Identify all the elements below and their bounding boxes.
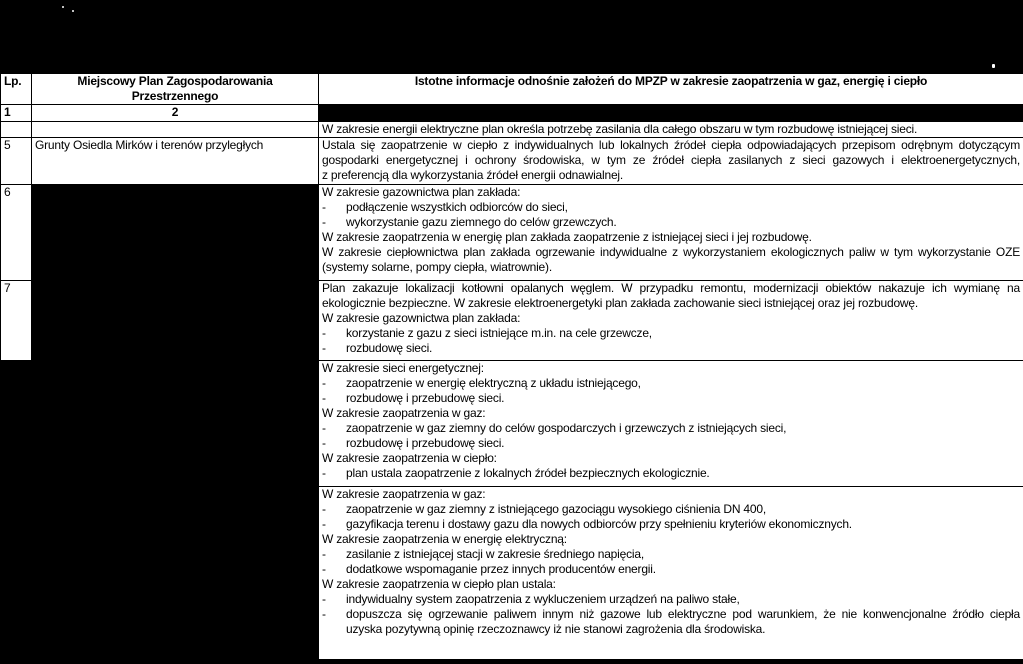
- info-cell: [319, 122, 1023, 138]
- bullet-text: zaopatrzenie w energię elektryczną z układu istniejącego,: [346, 376, 641, 390]
- header-lp: Lp.: [1, 74, 32, 105]
- bullet-dash: -: [322, 562, 326, 576]
- info-line: W zakresie zaopatrzenia w gaz:: [322, 487, 486, 501]
- redacted-top-band: [0, 0, 1023, 73]
- bullet-dash: -: [322, 547, 326, 561]
- bullet-dash: -: [322, 502, 326, 516]
- table-row: [1, 138, 1023, 185]
- plan-cell: Grunty Osiedla Mirków i terenów przyległych: [32, 138, 319, 185]
- bullet-dash: -: [322, 436, 326, 450]
- lp-cell: 5: [1, 138, 32, 185]
- bullet-item-continuation: [322, 622, 1020, 637]
- info-line: Plan zakazuje lokalizacji kotłowni opalanych węglem. W przypadku remontu, modernizacji obiektów nakazuje ich wymianę na: [322, 281, 1020, 295]
- info-line: ekologicznie bezpieczne. W zakresie elektroenergetyki plan zakłada zachowanie sieci istniejącej oraz jej rozbudowę.: [322, 296, 918, 310]
- bullet-item: [322, 341, 1020, 356]
- bullet-dash: -: [322, 341, 326, 355]
- scan-speck: [72, 10, 74, 12]
- redacted-cell: [1, 361, 32, 487]
- table-row: [1, 361, 1023, 487]
- bullet-item: [322, 466, 1020, 481]
- bullet-dash: -: [322, 607, 326, 621]
- redacted-cell: [1, 487, 32, 660]
- scan-speck: [992, 64, 995, 68]
- info-line: W zakresie gazownictwa plan zakłada:: [322, 311, 521, 325]
- table-number-row: [1, 105, 1023, 122]
- bullet-item: [322, 562, 1020, 577]
- info-line: W zakresie zaopatrzenia w ciepło:: [322, 451, 497, 465]
- bullet-text: podłączenie wszystkich odbiorców do sieci,: [346, 200, 568, 214]
- bullet-text: uzyska pozytywną opinię rzeczoznawcy iż nie stanowi zagrożenia dla środowiska.: [346, 622, 766, 636]
- info-line: z preferencją dla wykorzystania źródeł energii odnawialnej.: [322, 168, 624, 182]
- info-line: W zakresie zaopatrzenia w gaz:: [322, 406, 486, 420]
- bullet-item: [322, 391, 1020, 406]
- bullet-text: indywidualny system zaopatrzenia z wykluczeniem urządzeń na paliwo stałe,: [346, 592, 740, 606]
- bullet-dash: -: [322, 326, 326, 340]
- header-info: Istotne informacje odnośnie założeń do MPZP w zakresie zaopatrzenia w gaz, energię i ciepło: [319, 74, 1023, 105]
- info-cell: [319, 487, 1023, 660]
- bullet-dash: -: [322, 466, 326, 480]
- bullet-dash: -: [322, 391, 326, 405]
- scan-speck: [62, 6, 64, 8]
- bullet-text: rozbudowę sieci.: [346, 341, 433, 355]
- bullet-text: rozbudowę i przebudowę sieci.: [346, 391, 505, 405]
- table-row: [1, 281, 1023, 361]
- info-line: W zakresie sieci energetycznej:: [322, 361, 484, 375]
- redacted-cell: [32, 281, 319, 361]
- bullet-item: [322, 200, 1020, 215]
- redacted-cell: [32, 361, 319, 487]
- table-row: [1, 122, 1023, 138]
- info-line: gospodarki energetycznej i ochrony środowiska, w tym ze źródeł ciepła zasilanych z sieci gazowych i elektroenergetycznych,: [322, 153, 1020, 167]
- info-cell: [319, 185, 1023, 281]
- bullet-text: dodatkowe wspomaganie przez innych producentów energii.: [346, 562, 656, 576]
- bullet-item: [322, 607, 1020, 622]
- bullet-item: [322, 326, 1020, 341]
- bullet-item: [322, 592, 1020, 607]
- bullet-text: zaopatrzenie w gaz ziemny do celów gospodarczych i grzewczych z istniejących sieci,: [346, 421, 787, 435]
- bullet-dash: -: [322, 215, 326, 229]
- info-line: W zakresie energii elektryczne plan określa potrzebę zasilania dla całego obszaru w tym rozbudowę istniejącej sieci.: [322, 122, 918, 136]
- lp-cell: [1, 122, 32, 138]
- info-line: Ustala się zaopatrzenie w ciepło z indywidualnych lub lokalnych źródeł ciepła odpowiadających przepisom odrębnym dotyczącym: [322, 138, 1020, 152]
- bullet-dash: -: [322, 421, 326, 435]
- bullet-dash: -: [322, 200, 326, 214]
- table-row: [1, 487, 1023, 660]
- table-header-row: [1, 74, 1023, 105]
- bullet-text: korzystanie z gazu z sieci istniejące m.in. na cele grzewcze,: [346, 326, 652, 340]
- info-cell: [319, 361, 1023, 487]
- info-line: W zakresie zaopatrzenia w ciepło plan ustala:: [322, 577, 556, 591]
- info-cell: [319, 281, 1023, 361]
- lp-cell: 6: [1, 185, 32, 281]
- lp-cell: 7: [1, 281, 32, 361]
- info-cell: [319, 138, 1023, 185]
- header-plan-line1: Miejscowy Plan Zagospodarowania: [77, 74, 273, 88]
- info-line: (systemy solarne, pompy ciepła, wiatrownie).: [322, 260, 552, 274]
- header-num-1: 1: [1, 105, 32, 122]
- bullet-item: [322, 215, 1020, 230]
- header-plan: [32, 74, 319, 105]
- info-line: W zakresie zaopatrzenia w energię elektryczną:: [322, 532, 567, 546]
- bullet-item: [322, 517, 1020, 532]
- bullet-item: [322, 502, 1020, 517]
- bullet-item: [322, 421, 1020, 436]
- bullet-item: [322, 376, 1020, 391]
- bullet-text: rozbudowę i przebudowę sieci.: [346, 436, 505, 450]
- bullet-text: dopuszcza się ogrzewanie paliwem innym niż gazowe lub elektryczne pod warunkiem, że nie konwencjonalne źródło ciepła: [346, 607, 1020, 621]
- bullet-text: gazyfikacja terenu i dostawy gazu dla nowych odbiorców przy spełnieniu kryteriów ekonomicznych.: [346, 517, 852, 531]
- table-row: [1, 185, 1023, 281]
- bullet-dash: -: [322, 376, 326, 390]
- bullet-text: plan ustala zaopatrzenie z lokalnych źródeł bezpiecznych ekologicznie.: [346, 466, 710, 480]
- mpzp-table: [0, 73, 1023, 660]
- header-num-2: 2: [32, 105, 319, 122]
- bullet-text: zaopatrzenie w gaz ziemny z istniejącego gazociągu wysokiego ciśnienia DN 400,: [346, 502, 766, 516]
- bullet-item: [322, 547, 1020, 562]
- bullet-item: [322, 436, 1020, 451]
- redacted-cell: [32, 185, 319, 281]
- header-plan-line2: Przestrzennego: [131, 89, 219, 103]
- redacted-cell: [319, 105, 1023, 122]
- bullet-dash: -: [322, 592, 326, 606]
- plan-cell: [32, 122, 319, 138]
- bullet-text: wykorzystanie gazu ziemnego do celów grzewczych.: [346, 215, 617, 229]
- bullet-dash: -: [322, 517, 326, 531]
- info-line: W zakresie ciepłownictwa plan zakłada ogrzewanie indywidualne z wykorzystaniem ekologicznych paliw w tym wykorzystanie OZE: [322, 245, 1020, 259]
- bullet-text: zasilanie z istniejącej stacji w zakresie średniego napięcia,: [346, 547, 644, 561]
- redacted-cell: [32, 487, 319, 660]
- info-line: W zakresie gazownictwa plan zakłada:: [322, 185, 521, 199]
- info-line: W zakresie zaopatrzenia w energię plan zakłada zaopatrzenie z istniejącej sieci i jej rozbudowę.: [322, 230, 812, 244]
